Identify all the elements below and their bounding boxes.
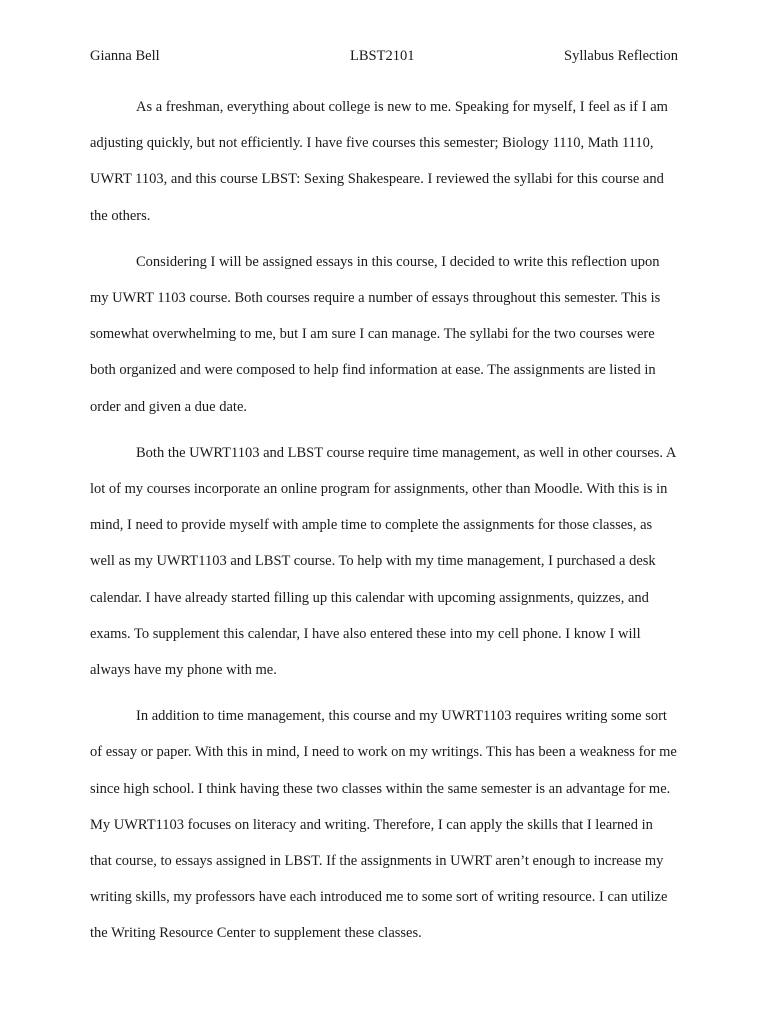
- header-title: Syllabus Reflection: [564, 48, 678, 64]
- document-body: [90, 89, 678, 952]
- header-course: LBST2101: [350, 48, 415, 64]
- paragraph-2: Considering I will be assigned essays in this course, I decided to write this reflection upon my UWRT 1103 course. Both courses require a number of essays throughout this semester. This is somewhat overwhelming to me, but I am sure I can manage. The syllabi for the two courses were both organized and were composed to help find information at ease. The assignments are listed in order and given a due date.: [90, 253, 661, 415]
- paragraph-4: In addition to time management, this course and my UWRT1103 requires writing some sort of essay or paper. With this in mind, I need to work on my writings. This has been a weakness for me since high school. I think having these two classes within the same semester is an advantage for me. My UWRT1103 focuses on literacy and writing. Therefore, I can apply the skills that I learned in that course, to essays assigned in LBST. If the assignments in UWRT aren’t enough to increase my writing skills, my professors have each introduced me to some sort of writing resource. I can utilize the Writing Resource Center to supplement these classes.: [90, 708, 677, 942]
- paragraph-3: Both the UWRT1103 and LBST course require time management, as well in other courses. A lot of my courses incorporate an online program for assignments, other than Moodle. With this is in mind, I need to provide myself with ample time to complete the assignments for those classes, as well as my UWRT1103 and LBST course. To help with my time management, I purchased a desk calendar. I have already started filling up this calendar with upcoming assignments, quizzes, and exams. To supplement this calendar, I have also entered these into my cell phone. I know I will always have my phone with me.: [90, 444, 676, 679]
- paragraph-1: As a freshman, everything about college is new to me. Speaking for myself, I feel as if I am adjusting quickly, but not efficiently. I have five courses this semester; Biology 1110, Math 1110, UWRT 1103, and this course LBST: Sexing Shakespeare. I reviewed the syllabi for this course and the others.: [90, 99, 668, 224]
- header-author: Gianna Bell: [90, 48, 160, 64]
- page-header: [90, 46, 680, 66]
